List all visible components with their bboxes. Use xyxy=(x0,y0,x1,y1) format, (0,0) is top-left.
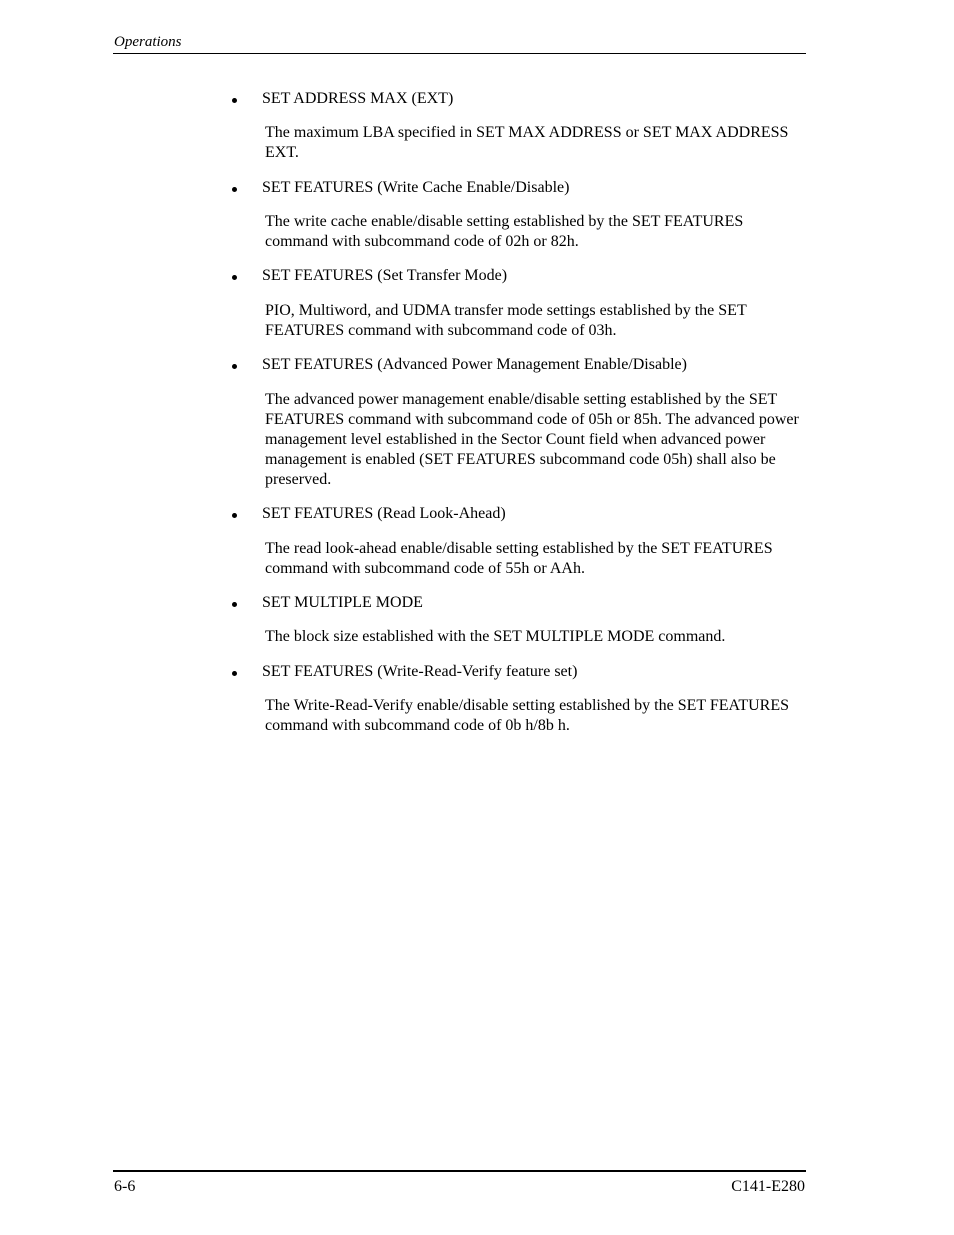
list-item-description: The maximum LBA specified in SET MAX ADDRESS or SET MAX ADDRESS EXT. xyxy=(265,124,789,161)
bullet-icon xyxy=(232,602,237,607)
list-item-title: SET FEATURES (Advanced Power Management Enable/Disable) xyxy=(262,356,687,373)
list-item-title: SET FEATURES (Write Cache Enable/Disable) xyxy=(262,179,570,196)
list-item-description: PIO, Multiword, and UDMA transfer mode settings established by the SET FEATURES command with subcommand code of 03h. xyxy=(265,302,747,339)
bullet-icon xyxy=(232,98,237,103)
document-id: C141-E280 xyxy=(731,1178,805,1195)
bullet-icon xyxy=(232,364,237,369)
list-item-description: The block size established with the SET MULTIPLE MODE command. xyxy=(265,628,726,645)
running-header: Operations xyxy=(114,34,182,50)
page-number: 6-6 xyxy=(114,1178,136,1195)
footer-rule xyxy=(113,1170,806,1172)
list-item-title: SET ADDRESS MAX (EXT) xyxy=(262,90,454,107)
list-item-title: SET MULTIPLE MODE xyxy=(262,594,423,611)
list-item-title: SET FEATURES (Set Transfer Mode) xyxy=(262,267,508,284)
list-item-title: SET FEATURES (Write-Read-Verify feature set) xyxy=(262,663,578,680)
list-item-description: The Write-Read-Verify enable/disable setting established by the SET FEATURES command with subcommand code of 0b h/8b h. xyxy=(265,697,789,734)
list-item-description: The write cache enable/disable setting established by the SET FEATURES command with subcommand code of 02h or 82h. xyxy=(265,213,744,250)
bullet-icon xyxy=(232,671,237,676)
list-item-title: SET FEATURES (Read Look-Ahead) xyxy=(262,505,506,522)
list-item-description: The read look-ahead enable/disable setting established by the SET FEATURES command with subcommand code of 55h or AAh. xyxy=(265,540,773,577)
bullet-icon xyxy=(232,513,237,518)
bullet-icon xyxy=(232,275,237,280)
list-item-description: The advanced power management enable/disable setting established by the SET FEATURES command with subcommand code of 05h or 85h. The advanced power management level established in the Sector Count field when advanced power management is enabled (SET FEATURES subcommand code 05h) shall also be preserved. xyxy=(265,391,799,488)
bullet-icon xyxy=(232,187,237,192)
